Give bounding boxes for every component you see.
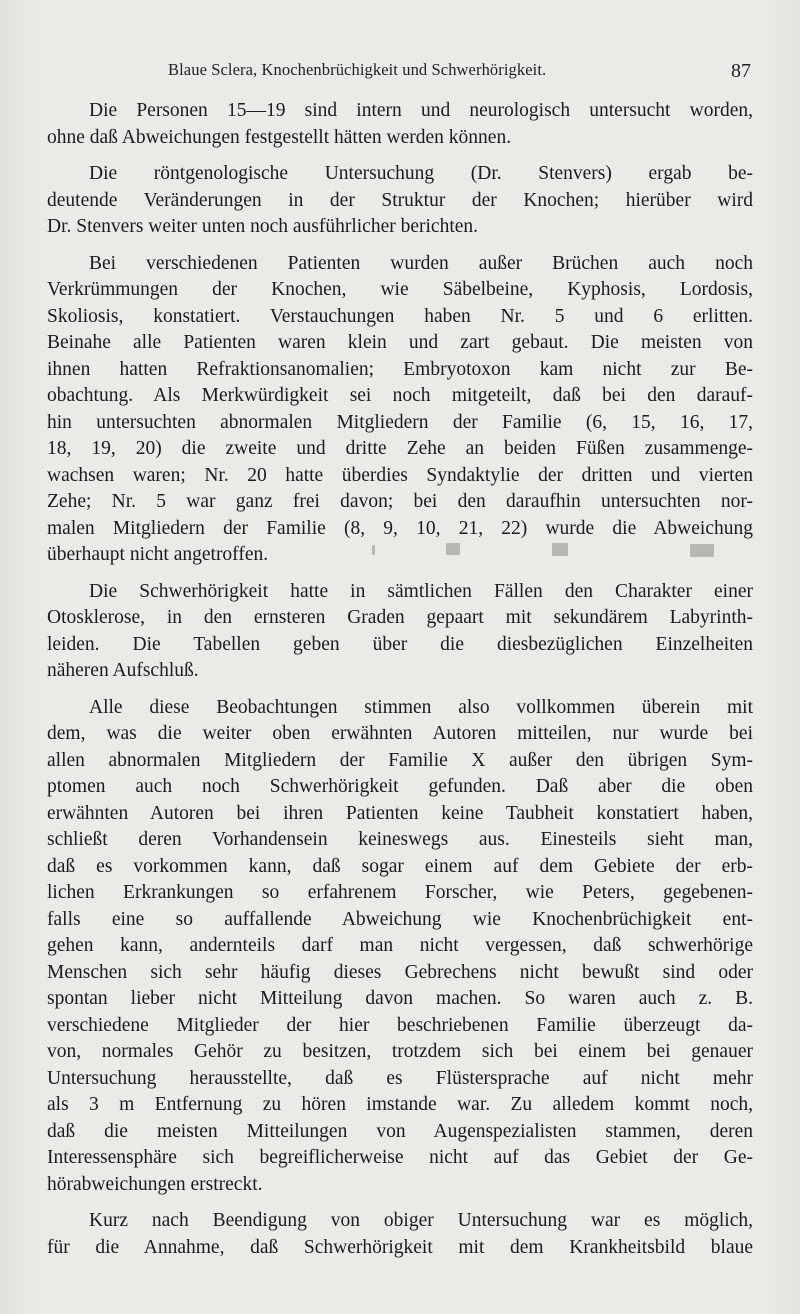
text-line: wachsen waren; Nr. 20 hatte überdies Syndaktylie der dritten und vierten (47, 464, 753, 486)
text-line: überhaupt nicht angetroffen. (47, 544, 269, 565)
text-line: Bei verschiedenen Patienten wurden außer Brüchen auch noch (89, 252, 753, 274)
text-line: Menschen sich sehr häufig dieses Gebrechens nicht bewußt sind oder (47, 961, 753, 983)
text-line: daß es vorkommen kann, daß sogar einem auf dem Gebiete der erb- (47, 855, 753, 877)
text-line: ohne daß Abweichungen festgestellt hätten werden können. (47, 126, 512, 148)
text-line: gehen kann, andernteils darf man nicht vergessen, daß schwerhörige (47, 935, 753, 956)
text-line: 18, 19, 20) die zweite und dritte Zehe an beiden Füßen zusammenge- (47, 438, 753, 459)
paragraph (47, 579, 753, 685)
text-line: erwähnten Autoren bei ihren Patienten keine Taubheit konstatiert haben, (47, 802, 753, 824)
text-line: Alle diese Beobachtungen stimmen also vollkommen überein mit (89, 696, 753, 718)
paragraph (47, 98, 753, 151)
text-line: malen Mitgliedern der Familie (8, 9, 10, 21, 22) wurde die Abweichung (47, 517, 753, 539)
text-line: verschiedene Mitglieder der hier beschriebenen Familie überzeugt da- (47, 1014, 753, 1036)
text-line: Die Personen 15—19 sind intern und neurologisch untersucht worden, (89, 100, 753, 121)
text-line: Skoliosis, konstatiert. Verstauchungen haben Nr. 5 und 6 erlitten. (47, 305, 753, 327)
body-text (47, 98, 753, 1261)
text-line: leiden. Die Tabellen geben über die diesbezüglichen Einzelheiten (47, 633, 753, 655)
paragraph (47, 1208, 753, 1261)
text-line: Kurz nach Beendigung von obiger Untersuchung war es möglich, (89, 1210, 753, 1231)
text-line: von, normales Gehör zu besitzen, trotzdem sich bei einem bei genauer (47, 1041, 753, 1062)
text-line: Die Schwerhörigkeit hatte in sämtlichen Fällen den Charakter einer (89, 580, 753, 602)
text-line: ptomen auch noch Schwerhörigkeit gefunden. Daß aber die oben (47, 776, 753, 797)
paragraph (47, 251, 753, 569)
text-line: spontan lieber nicht Mitteilung davon machen. So waren auch z. B. (47, 988, 753, 1009)
show-through-mark (372, 545, 375, 555)
text-line: als 3 m Entfernung zu hören imstande war. Zu alledem kommt noch, (47, 1094, 753, 1115)
show-through-mark (446, 543, 460, 555)
text-line: lichen Erkrankungen so erfahrenem Forscher, wie Peters, gegebenen- (47, 882, 753, 903)
show-through-mark (690, 544, 714, 557)
paragraph (47, 161, 753, 241)
paragraph (47, 695, 753, 1199)
text-line: Zehe; Nr. 5 war ganz frei davon; bei den daraufhin untersuchten nor- (47, 491, 753, 512)
show-through-mark (552, 543, 568, 556)
text-line: dem, was die weiter oben erwähnten Autoren mitteilen, nur wurde bei (47, 723, 753, 744)
page-number: 87 (731, 60, 751, 82)
text-line: ihnen hatten Refraktionsanomalien; Embryotoxon kam nicht zur Be- (47, 358, 753, 380)
running-title: Blaue Sclera, Knochenbrüchigkeit und Schwerhörigkeit. (168, 60, 547, 79)
text-line: hörabweichungen erstreckt. (47, 1173, 263, 1195)
text-line: für die Annahme, daß Schwerhörigkeit mit dem Krankheitsbild blaue (47, 1236, 753, 1258)
text-line: näheren Aufschluß. (47, 660, 199, 681)
text-line: obachtung. Als Merkwürdigkeit sei noch mitgeteilt, daß bei den darauf- (47, 385, 753, 406)
text-line: hin untersuchten abnormalen Mitgliedern der Familie (6, 15, 16, 17, (47, 411, 753, 433)
text-line: Interessensphäre sich begreiflicherweise nicht auf das Gebiet der Ge- (47, 1147, 753, 1168)
text-line: Dr. Stenvers weiter unten noch ausführlicher berichten. (47, 216, 479, 237)
text-line: daß die meisten Mitteilungen von Augenspezialisten stammen, deren (47, 1120, 753, 1142)
text-line: falls eine so auffallende Abweichung wie Knochenbrüchigkeit ent- (47, 908, 753, 930)
text-line: Untersuchung herausstellte, daß es Flüstersprache auf nicht mehr (47, 1067, 753, 1089)
text-line: deutende Veränderungen in der Struktur der Knochen; hierüber wird (47, 189, 753, 211)
text-line: Otosklerose, in den ernsteren Graden gepaart mit sekundärem Labyrinth- (47, 607, 753, 628)
text-line: allen abnormalen Mitgliedern der Familie X außer den übrigen Sym- (47, 749, 753, 771)
text-line: Beinahe alle Patienten waren klein und zart gebaut. Die meisten von (47, 332, 753, 353)
text-line: Die röntgenologische Untersuchung (Dr. Stenvers) ergab be- (89, 163, 753, 184)
text-line: schließt deren Vorhandensein keineswegs aus. Einesteils sieht man, (47, 829, 753, 850)
text-line: Verkrümmungen der Knochen, wie Säbelbeine, Kyphosis, Lordosis, (47, 279, 753, 300)
